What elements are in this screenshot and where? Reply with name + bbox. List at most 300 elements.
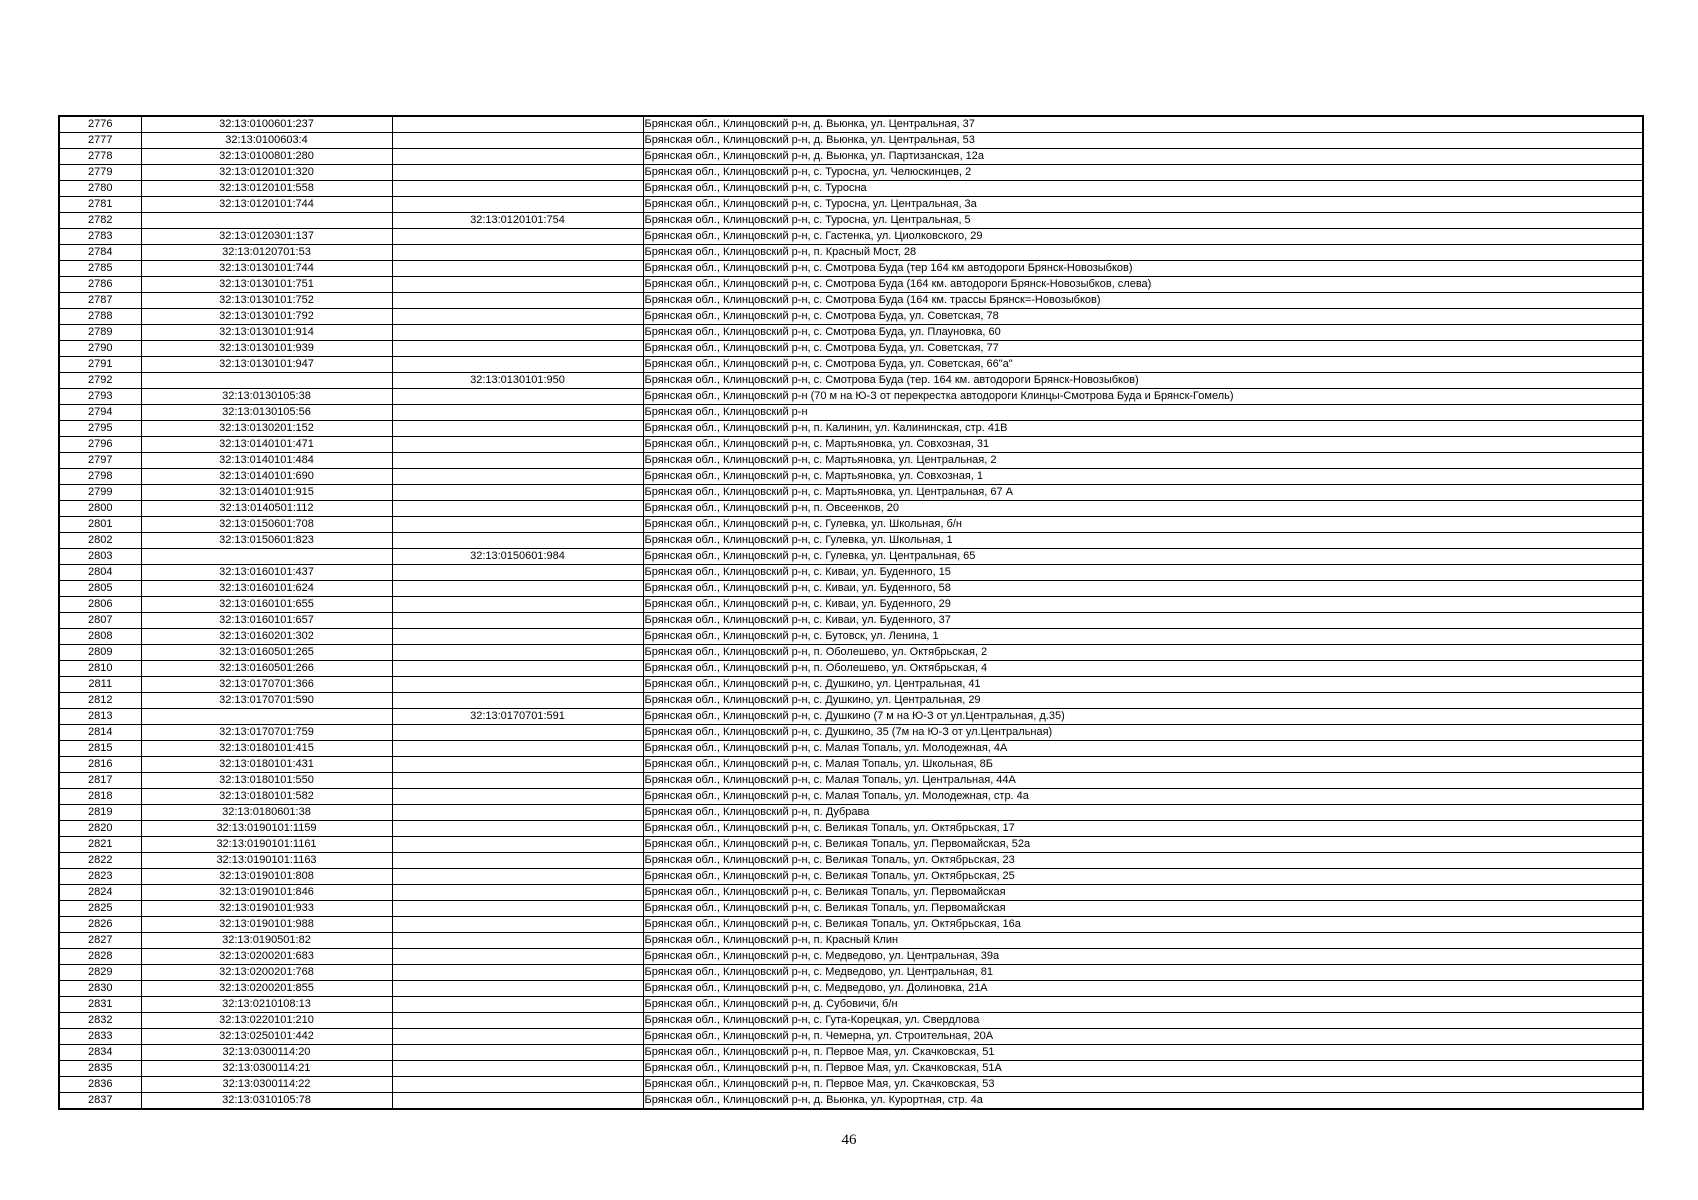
cadastral-number-alt-cell: [392, 693, 643, 709]
cadastral-number-cell: 32:13:0130201:152: [141, 421, 392, 437]
row-number-cell: 2820: [59, 821, 141, 837]
cadastral-number-cell: 32:13:0120101:744: [141, 197, 392, 213]
row-number-cell: 2836: [59, 1077, 141, 1093]
cadastral-number-cell: 32:13:0190101:933: [141, 901, 392, 917]
cadastral-number-alt-cell: [392, 837, 643, 853]
cadastral-number-alt-cell: [392, 1061, 643, 1077]
table-row: [59, 853, 1643, 869]
cadastral-number-alt-cell: [392, 245, 643, 261]
cadastral-number-alt-cell: [392, 565, 643, 581]
table-row: [59, 597, 1643, 613]
address-cell: Брянская обл., Клинцовский р-н, с. Медведово, ул. Центральная, 39а: [643, 949, 1643, 965]
table-row: [59, 421, 1643, 437]
cadastral-number-alt-cell: [392, 789, 643, 805]
table-row: [59, 885, 1643, 901]
cadastral-number-alt-cell: [392, 341, 643, 357]
address-cell: Брянская обл., Клинцовский р-н, с. Малая Топаль, ул. Школьная, 8Б: [643, 757, 1643, 773]
table-row: [59, 629, 1643, 645]
address-cell: Брянская обл., Клинцовский р-н, с. Смотрова Буда (тер. 164 км. автодороги Брянск-Новозыбков): [643, 373, 1643, 389]
cadastral-number-cell: 32:13:0170701:366: [141, 677, 392, 693]
row-number-cell: 2819: [59, 805, 141, 821]
address-cell: Брянская обл., Клинцовский р-н, с. Гулевка, ул. Школьная, 1: [643, 533, 1643, 549]
address-cell: Брянская обл., Клинцовский р-н, с. Мартьяновка, ул. Совхозная, 1: [643, 469, 1643, 485]
address-cell: Брянская обл., Клинцовский р-н, п. Красный Клин: [643, 933, 1643, 949]
table-row: [59, 645, 1643, 661]
address-cell: Брянская обл., Клинцовский р-н, с. Мартьяновка, ул. Совхозная, 31: [643, 437, 1643, 453]
cadastral-number-alt-cell: [392, 277, 643, 293]
table-row: [59, 1029, 1643, 1045]
row-number-cell: 2786: [59, 277, 141, 293]
row-number-cell: 2779: [59, 165, 141, 181]
address-cell: Брянская обл., Клинцовский р-н, д. Вьюнка, ул. Курортная, стр. 4а: [643, 1093, 1643, 1110]
row-number-cell: 2837: [59, 1093, 141, 1110]
cadastral-number-cell: 32:13:0300114:21: [141, 1061, 392, 1077]
row-number-cell: 2789: [59, 325, 141, 341]
row-number-cell: 2802: [59, 533, 141, 549]
cadastral-number-cell: 32:13:0120101:320: [141, 165, 392, 181]
address-cell: Брянская обл., Клинцовский р-н, с. Великая Топаль, ул. Октябрьская, 23: [643, 853, 1643, 869]
cadastral-number-cell: 32:13:0130101:744: [141, 261, 392, 277]
cadastral-number-cell: 32:13:0180101:582: [141, 789, 392, 805]
cadastral-number-alt-cell: [392, 805, 643, 821]
row-number-cell: 2824: [59, 885, 141, 901]
address-cell: Брянская обл., Клинцовский р-н: [643, 405, 1643, 421]
row-number-cell: 2798: [59, 469, 141, 485]
address-cell: Брянская обл., Клинцовский р-н, с. Великая Топаль, ул. Октябрьская, 16а: [643, 917, 1643, 933]
table-row: [59, 133, 1643, 149]
row-number-cell: 2781: [59, 197, 141, 213]
cadastral-number-alt-cell: [392, 1029, 643, 1045]
address-cell: Брянская обл., Клинцовский р-н, п. Дубрава: [643, 805, 1643, 821]
address-cell: Брянская обл., Клинцовский р-н, с. Гастенка, ул. Циолковского, 29: [643, 229, 1643, 245]
cadastral-number-cell: 32:13:0190501:82: [141, 933, 392, 949]
row-number-cell: 2782: [59, 213, 141, 229]
address-cell: Брянская обл., Клинцовский р-н, с. Бутовск, ул. Ленина, 1: [643, 629, 1643, 645]
address-cell: Брянская обл., Клинцовский р-н, с. Душкино, ул. Центральная, 41: [643, 677, 1643, 693]
cadastral-number-alt-cell: [392, 181, 643, 197]
cadastral-number-alt-cell: [392, 197, 643, 213]
address-cell: Брянская обл., Клинцовский р-н, п. Овсеенков, 20: [643, 501, 1643, 517]
row-number-cell: 2805: [59, 581, 141, 597]
table-row: [59, 197, 1643, 213]
cadastral-number-cell: 32:13:0200201:683: [141, 949, 392, 965]
table-row: [59, 1077, 1643, 1093]
address-cell: Брянская обл., Клинцовский р-н, с. Смотрова Буда, ул. Советская, 78: [643, 309, 1643, 325]
row-number-cell: 2833: [59, 1029, 141, 1045]
cadastral-number-alt-cell: [392, 821, 643, 837]
address-cell: Брянская обл., Клинцовский р-н, с. Медведово, ул. Центральная, 81: [643, 965, 1643, 981]
table-row: [59, 213, 1643, 229]
cadastral-number-cell: 32:13:0130101:947: [141, 357, 392, 373]
table-row: [59, 565, 1643, 581]
cadastral-number-cell: 32:13:0180601:38: [141, 805, 392, 821]
row-number-cell: 2796: [59, 437, 141, 453]
table-row: [59, 501, 1643, 517]
address-cell: Брянская обл., Клинцовский р-н, с. Мартьяновка, ул. Центральная, 2: [643, 453, 1643, 469]
cadastral-number-cell: 32:13:0160101:655: [141, 597, 392, 613]
cadastral-number-alt-cell: [392, 757, 643, 773]
address-cell: Брянская обл., Клинцовский р-н, д. Вьюнка, ул. Центральная, 53: [643, 133, 1643, 149]
row-number-cell: 2784: [59, 245, 141, 261]
cadastral-number-alt-cell: [392, 485, 643, 501]
table-row: [59, 805, 1643, 821]
address-cell: Брянская обл., Клинцовский р-н, п. Оболешево, ул. Октябрьская, 4: [643, 661, 1643, 677]
cadastral-number-cell: 32:13:0200201:768: [141, 965, 392, 981]
row-number-cell: 2829: [59, 965, 141, 981]
table-row: [59, 469, 1643, 485]
table-row: [59, 1013, 1643, 1029]
cadastral-number-cell: 32:13:0180101:431: [141, 757, 392, 773]
address-cell: Брянская обл., Клинцовский р-н, с. Киваи, ул. Буденного, 58: [643, 581, 1643, 597]
address-cell: Брянская обл., Клинцовский р-н, д. Вьюнка, ул. Партизанская, 12а: [643, 149, 1643, 165]
row-number-cell: 2825: [59, 901, 141, 917]
registry-table: [58, 115, 1644, 1110]
cadastral-number-cell: 32:13:0160501:265: [141, 645, 392, 661]
cadastral-number-cell: 32:13:0150601:708: [141, 517, 392, 533]
row-number-cell: 2809: [59, 645, 141, 661]
table-row: [59, 533, 1643, 549]
table-row: [59, 821, 1643, 837]
row-number-cell: 2800: [59, 501, 141, 517]
cadastral-number-cell: 32:13:0310105:78: [141, 1093, 392, 1110]
cadastral-number-alt-cell: [392, 133, 643, 149]
address-cell: Брянская обл., Клинцовский р-н, с. Смотрова Буда, ул. Плауновка, 60: [643, 325, 1643, 341]
row-number-cell: 2822: [59, 853, 141, 869]
cadastral-number-alt-cell: [392, 661, 643, 677]
cadastral-number-cell: 32:13:0160101:657: [141, 613, 392, 629]
address-cell: Брянская обл., Клинцовский р-н, с. Туросна, ул. Центральная, 5: [643, 213, 1643, 229]
cadastral-number-cell: 32:13:0140101:471: [141, 437, 392, 453]
table-row: [59, 229, 1643, 245]
row-number-cell: 2795: [59, 421, 141, 437]
address-cell: Брянская обл., Клинцовский р-н, с. Киваи, ул. Буденного, 15: [643, 565, 1643, 581]
cadastral-number-cell: 32:13:0200201:855: [141, 981, 392, 997]
table-row: [59, 997, 1643, 1013]
cadastral-number-cell: 32:13:0210108:13: [141, 997, 392, 1013]
cadastral-number-alt-cell: [392, 773, 643, 789]
row-number-cell: 2811: [59, 677, 141, 693]
row-number-cell: 2792: [59, 373, 141, 389]
cadastral-number-alt-cell: [392, 981, 643, 997]
cadastral-number-alt-cell: [392, 437, 643, 453]
address-cell: Брянская обл., Клинцовский р-н, с. Туросна, ул. Центральная, 3а: [643, 197, 1643, 213]
table-row: [59, 165, 1643, 181]
cadastral-number-alt-cell: [392, 501, 643, 517]
cadastral-number-cell: 32:13:0300114:22: [141, 1077, 392, 1093]
table-row: [59, 389, 1643, 405]
cadastral-number-cell: 32:13:0130101:939: [141, 341, 392, 357]
cadastral-number-cell: [141, 213, 392, 229]
table-row: [59, 517, 1643, 533]
table-row: [59, 373, 1643, 389]
cadastral-number-cell: 32:13:0130101:792: [141, 309, 392, 325]
row-number-cell: 2834: [59, 1045, 141, 1061]
cadastral-number-alt-cell: [392, 613, 643, 629]
table-row: [59, 693, 1643, 709]
cadastral-number-alt-cell: [392, 581, 643, 597]
address-cell: Брянская обл., Клинцовский р-н, с. Киваи, ул. Буденного, 29: [643, 597, 1643, 613]
table-row: [59, 581, 1643, 597]
table-row: [59, 1061, 1643, 1077]
table-row: [59, 981, 1643, 997]
cadastral-number-alt-cell: [392, 357, 643, 373]
cadastral-number-alt-cell: [392, 965, 643, 981]
cadastral-number-cell: 32:13:0120301:137: [141, 229, 392, 245]
cadastral-number-alt-cell: [392, 885, 643, 901]
cadastral-number-alt-cell: [392, 1045, 643, 1061]
address-cell: Брянская обл., Клинцовский р-н, с. Малая Топаль, ул. Молодежная, 4А: [643, 741, 1643, 757]
cadastral-number-alt-cell: 32:13:0130101:950: [392, 373, 643, 389]
cadastral-number-alt-cell: [392, 933, 643, 949]
row-number-cell: 2790: [59, 341, 141, 357]
address-cell: Брянская обл., Клинцовский р-н, с. Гута-Корецкая, ул. Свердлова: [643, 1013, 1643, 1029]
cadastral-number-alt-cell: [392, 325, 643, 341]
cadastral-number-cell: 32:13:0190101:808: [141, 869, 392, 885]
table-row: [59, 405, 1643, 421]
table-row: [59, 325, 1643, 341]
address-cell: Брянская обл., Клинцовский р-н, с. Малая Топаль, ул. Молодежная, стр. 4а: [643, 789, 1643, 805]
row-number-cell: 2823: [59, 869, 141, 885]
address-cell: Брянская обл., Клинцовский р-н, с. Великая Топаль, ул. Первомайская, 52а: [643, 837, 1643, 853]
address-cell: Брянская обл., Клинцовский р-н, с. Малая Топаль, ул. Центральная, 44А: [643, 773, 1643, 789]
address-cell: Брянская обл., Клинцовский р-н, с. Великая Топаль, ул. Октябрьская, 25: [643, 869, 1643, 885]
address-cell: Брянская обл., Клинцовский р-н, с. Киваи, ул. Буденного, 37: [643, 613, 1643, 629]
cadastral-number-cell: 32:13:0190101:1161: [141, 837, 392, 853]
table-row: [59, 261, 1643, 277]
address-cell: Брянская обл., Клинцовский р-н, с. Медведово, ул. Долиновка, 21А: [643, 981, 1643, 997]
cadastral-number-cell: 32:13:0160201:302: [141, 629, 392, 645]
row-number-cell: 2807: [59, 613, 141, 629]
row-number-cell: 2831: [59, 997, 141, 1013]
row-number-cell: 2812: [59, 693, 141, 709]
cadastral-number-alt-cell: [392, 917, 643, 933]
cadastral-number-cell: 32:13:0160101:437: [141, 565, 392, 581]
cadastral-number-cell: 32:13:0250101:442: [141, 1029, 392, 1045]
address-cell: Брянская обл., Клинцовский р-н, с. Гулевка, ул. Школьная, б/н: [643, 517, 1643, 533]
address-cell: Брянская обл., Клинцовский р-н, с. Смотрова Буда (164 км. автодороги Брянск-Новозыбков, слева): [643, 277, 1643, 293]
row-number-cell: 2817: [59, 773, 141, 789]
table-row: [59, 741, 1643, 757]
row-number-cell: 2803: [59, 549, 141, 565]
cadastral-number-alt-cell: [392, 677, 643, 693]
cadastral-number-cell: 32:13:0140101:690: [141, 469, 392, 485]
address-cell: Брянская обл., Клинцовский р-н, с. Смотрова Буда, ул. Советская, 77: [643, 341, 1643, 357]
row-number-cell: 2816: [59, 757, 141, 773]
cadastral-number-alt-cell: [392, 309, 643, 325]
cadastral-number-cell: 32:13:0140101:484: [141, 453, 392, 469]
cadastral-number-alt-cell: [392, 116, 643, 133]
cadastral-number-cell: [141, 373, 392, 389]
cadastral-number-cell: [141, 709, 392, 725]
cadastral-number-cell: 32:13:0190101:1163: [141, 853, 392, 869]
cadastral-number-cell: 32:13:0140101:915: [141, 485, 392, 501]
row-number-cell: 2801: [59, 517, 141, 533]
table-row: [59, 661, 1643, 677]
cadastral-number-alt-cell: [392, 389, 643, 405]
cadastral-number-alt-cell: [392, 229, 643, 245]
row-number-cell: 2791: [59, 357, 141, 373]
table-row: [59, 1093, 1643, 1110]
cadastral-number-alt-cell: [392, 293, 643, 309]
cadastral-number-alt-cell: [392, 645, 643, 661]
cadastral-number-alt-cell: [392, 997, 643, 1013]
table-row: [59, 1045, 1643, 1061]
page-number: 46: [841, 1132, 857, 1148]
address-cell: Брянская обл., Клинцовский р-н, д. Субовичи, б/н: [643, 997, 1643, 1013]
table-row: [59, 789, 1643, 805]
cadastral-number-cell: 32:13:0180101:550: [141, 773, 392, 789]
cadastral-number-cell: 32:13:0160101:624: [141, 581, 392, 597]
cadastral-number-alt-cell: [392, 901, 643, 917]
cadastral-number-alt-cell: 32:13:0150601:984: [392, 549, 643, 565]
table-row: [59, 116, 1643, 133]
cadastral-number-alt-cell: [392, 405, 643, 421]
cadastral-number-alt-cell: 32:13:0120101:754: [392, 213, 643, 229]
address-cell: Брянская обл., Клинцовский р-н, п. Первое Мая, ул. Скачковская, 51: [643, 1045, 1643, 1061]
address-cell: Брянская обл., Клинцовский р-н, с. Великая Топаль, ул. Первомайская: [643, 901, 1643, 917]
address-cell: Брянская обл., Клинцовский р-н, с. Великая Топаль, ул. Первомайская: [643, 885, 1643, 901]
row-number-cell: 2794: [59, 405, 141, 421]
row-number-cell: 2785: [59, 261, 141, 277]
row-number-cell: 2799: [59, 485, 141, 501]
cadastral-number-alt-cell: [392, 469, 643, 485]
cadastral-number-cell: 32:13:0130105:56: [141, 405, 392, 421]
address-cell: Брянская обл., Клинцовский р-н, с. Туросна: [643, 181, 1643, 197]
table-row: [59, 309, 1643, 325]
cadastral-number-alt-cell: [392, 1077, 643, 1093]
cadastral-number-cell: 32:13:0130101:751: [141, 277, 392, 293]
address-cell: Брянская обл., Клинцовский р-н (70 м на Ю-З от перекрестка автодороги Клинцы-Смотрова Буда и Брянск-Гомель): [643, 389, 1643, 405]
cadastral-number-alt-cell: [392, 1093, 643, 1110]
address-cell: Брянская обл., Клинцовский р-н, п. Оболешево, ул. Октябрьская, 2: [643, 645, 1643, 661]
table-row: [59, 357, 1643, 373]
table-row: [59, 709, 1643, 725]
address-cell: Брянская обл., Клинцовский р-н, п. Красный Мост, 28: [643, 245, 1643, 261]
address-cell: Брянская обл., Клинцовский р-н, с. Душкино, 35 (7м на Ю-З от ул.Центральная): [643, 725, 1643, 741]
row-number-cell: 2777: [59, 133, 141, 149]
address-cell: Брянская обл., Клинцовский р-н, п. Чемерна, ул. Строительная, 20А: [643, 1029, 1643, 1045]
table-row: [59, 677, 1643, 693]
table-row: [59, 549, 1643, 565]
row-number-cell: 2835: [59, 1061, 141, 1077]
row-number-cell: 2804: [59, 565, 141, 581]
table-row: [59, 277, 1643, 293]
address-cell: Брянская обл., Клинцовский р-н, с. Мартьяновка, ул. Центральная, 67 А: [643, 485, 1643, 501]
row-number-cell: 2821: [59, 837, 141, 853]
cadastral-number-cell: 32:13:0140501:112: [141, 501, 392, 517]
row-number-cell: 2814: [59, 725, 141, 741]
table-row: [59, 293, 1643, 309]
row-number-cell: 2813: [59, 709, 141, 725]
table-row: [59, 613, 1643, 629]
cadastral-number-alt-cell: [392, 597, 643, 613]
table-row: [59, 869, 1643, 885]
address-cell: Брянская обл., Клинцовский р-н, с. Великая Топаль, ул. Октябрьская, 17: [643, 821, 1643, 837]
table-row: [59, 773, 1643, 789]
row-number-cell: 2826: [59, 917, 141, 933]
cadastral-number-alt-cell: [392, 453, 643, 469]
cadastral-number-cell: 32:13:0130101:914: [141, 325, 392, 341]
row-number-cell: 2818: [59, 789, 141, 805]
table-row: [59, 901, 1643, 917]
address-cell: Брянская обл., Клинцовский р-н, п. Первое Мая, ул. Скачковская, 53: [643, 1077, 1643, 1093]
cadastral-number-cell: 32:13:0300114:20: [141, 1045, 392, 1061]
cadastral-number-cell: 32:13:0100601:237: [141, 116, 392, 133]
address-cell: Брянская обл., Клинцовский р-н, п. Первое Мая, ул. Скачковская, 51А: [643, 1061, 1643, 1077]
address-cell: Брянская обл., Клинцовский р-н, с. Смотрова Буда (тер 164 км автодороги Брянск-Новозыбков): [643, 261, 1643, 277]
registry-table-body: [59, 116, 1643, 1109]
cadastral-number-alt-cell: [392, 517, 643, 533]
cadastral-number-cell: 32:13:0160501:266: [141, 661, 392, 677]
row-number-cell: 2778: [59, 149, 141, 165]
cadastral-number-cell: 32:13:0100603:4: [141, 133, 392, 149]
cadastral-number-alt-cell: [392, 949, 643, 965]
address-cell: Брянская обл., Клинцовский р-н, с. Душкино, ул. Центральная, 29: [643, 693, 1643, 709]
row-number-cell: 2776: [59, 116, 141, 133]
address-cell: Брянская обл., Клинцовский р-н, с. Туросна, ул. Челюскинцев, 2: [643, 165, 1643, 181]
row-number-cell: 2788: [59, 309, 141, 325]
cadastral-number-cell: 32:13:0150601:823: [141, 533, 392, 549]
cadastral-number-cell: 32:13:0190101:1159: [141, 821, 392, 837]
cadastral-number-cell: [141, 549, 392, 565]
address-cell: Брянская обл., Клинцовский р-н, с. Смотрова Буда, ул. Советская, 66"а": [643, 357, 1643, 373]
table-row: [59, 437, 1643, 453]
cadastral-number-alt-cell: [392, 533, 643, 549]
table-row: [59, 917, 1643, 933]
address-cell: Брянская обл., Клинцовский р-н, с. Гулевка, ул. Центральная, 65: [643, 549, 1643, 565]
row-number-cell: 2810: [59, 661, 141, 677]
row-number-cell: 2827: [59, 933, 141, 949]
cadastral-number-alt-cell: 32:13:0170701:591: [392, 709, 643, 725]
cadastral-number-alt-cell: [392, 741, 643, 757]
row-number-cell: 2793: [59, 389, 141, 405]
table-row: [59, 949, 1643, 965]
cadastral-number-alt-cell: [392, 869, 643, 885]
address-cell: Брянская обл., Клинцовский р-н, д. Вьюнка, ул. Центральная, 37: [643, 116, 1643, 133]
row-number-cell: 2830: [59, 981, 141, 997]
table-row: [59, 757, 1643, 773]
address-cell: Брянская обл., Клинцовский р-н, с. Смотрова Буда (164 км. трассы Брянск=-Новозыбков): [643, 293, 1643, 309]
table-row: [59, 933, 1643, 949]
table-row: [59, 453, 1643, 469]
row-number-cell: 2808: [59, 629, 141, 645]
table-row: [59, 725, 1643, 741]
cadastral-number-alt-cell: [392, 629, 643, 645]
row-number-cell: 2783: [59, 229, 141, 245]
cadastral-number-cell: 32:13:0170701:759: [141, 725, 392, 741]
table-row: [59, 245, 1643, 261]
row-number-cell: 2832: [59, 1013, 141, 1029]
table-row: [59, 485, 1643, 501]
cadastral-number-cell: 32:13:0130105:38: [141, 389, 392, 405]
row-number-cell: 2787: [59, 293, 141, 309]
cadastral-number-cell: 32:13:0180101:415: [141, 741, 392, 757]
address-cell: Брянская обл., Клинцовский р-н, п. Калинин, ул. Калининская, стр. 41В: [643, 421, 1643, 437]
table-row: [59, 181, 1643, 197]
cadastral-number-alt-cell: [392, 165, 643, 181]
cadastral-number-alt-cell: [392, 261, 643, 277]
cadastral-number-alt-cell: [392, 1013, 643, 1029]
cadastral-number-alt-cell: [392, 421, 643, 437]
cadastral-number-alt-cell: [392, 725, 643, 741]
row-number-cell: 2806: [59, 597, 141, 613]
cadastral-number-alt-cell: [392, 853, 643, 869]
cadastral-number-cell: 32:13:0190101:846: [141, 885, 392, 901]
row-number-cell: 2780: [59, 181, 141, 197]
address-cell: Брянская обл., Клинцовский р-н, с. Душкино (7 м на Ю-З от ул.Центральная, д.35): [643, 709, 1643, 725]
cadastral-number-cell: 32:13:0220101:210: [141, 1013, 392, 1029]
cadastral-number-cell: 32:13:0100801:280: [141, 149, 392, 165]
